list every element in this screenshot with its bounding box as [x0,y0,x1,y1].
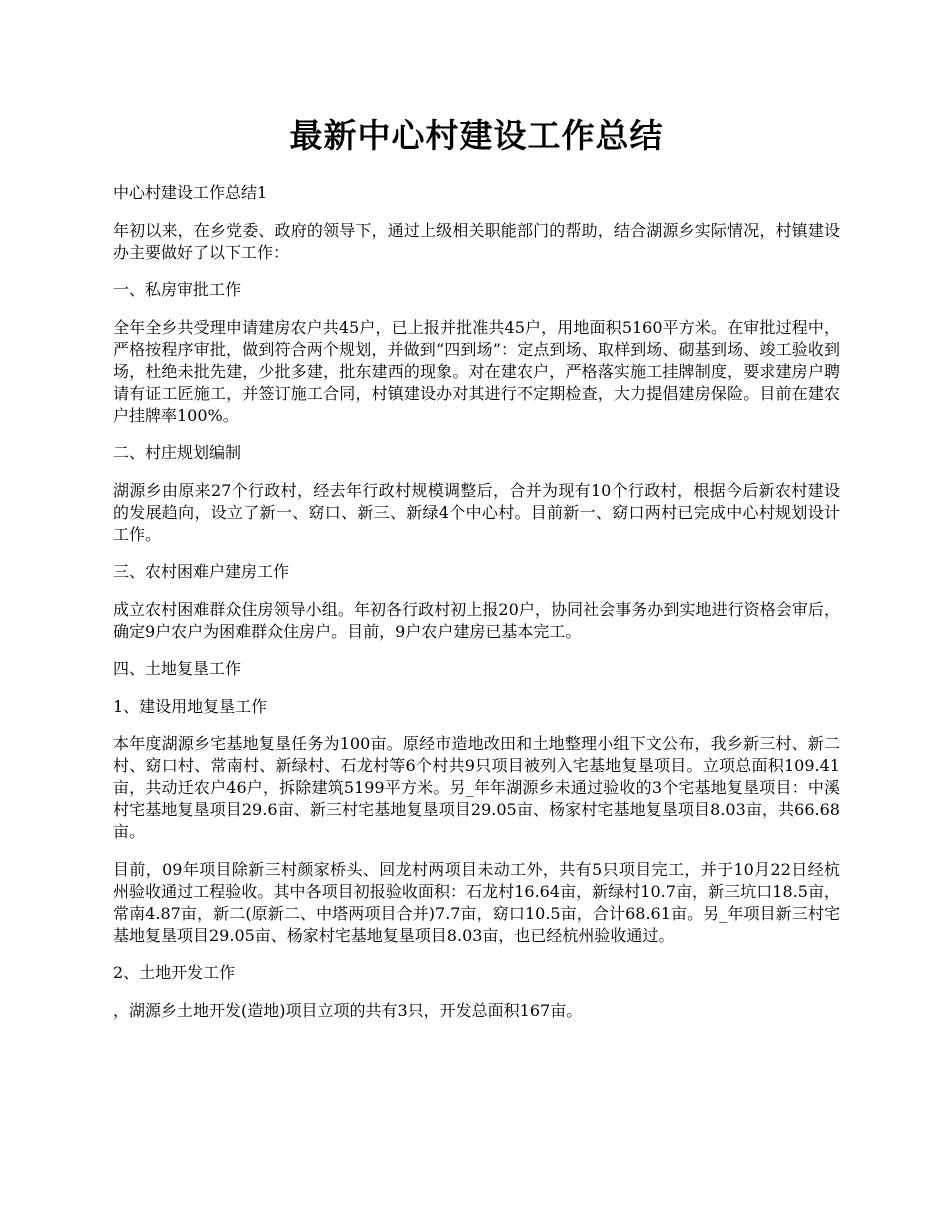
paragraph-intro: 年初以来，在乡党委、政府的领导下，通过上级相关职能部门的帮助，结合湖源乡实际情况，村镇建设办主要做好了以下工作： [113,220,840,262]
section-heading-housing-approval: 一、私房审批工作 [113,280,242,299]
paragraph-construction-land-progress: 目前，09年项目除新三村颜家桥头、回龙村两项目未动工外，共有5只项目完工，并于10月22日经杭州验收通过工程验收。其中各项目初报验收面积：石龙村16.64亩，新绿村10.7亩，新三坑口18.5亩，常南4.87亩，新二(原新二、中塔两项目合并)7.7亩，窈口10.5亩，合计68.61亩。另_年项目新三村宅基地复垦项目29.05亩、杨家村宅基地复垦项目8.03亩，也已经杭州验收通过。 [113,859,840,945]
section-heading-poor-household-housing: 三、农村困难户建房工作 [113,562,290,581]
paragraph-poor-household-housing: 成立农村困难群众住房领导小组。年初各行政村初上报20户，协同社会事务办到实地进行资格会审后，确定9户农户为困难群众住房户。目前，9户农户建房已基本完工。 [113,599,840,641]
subsection-heading-land-development: 2、土地开发工作 [113,963,236,982]
section-heading-land-reclamation: 四、土地复垦工作 [113,659,242,678]
paragraph-housing-approval: 全年全乡共受理申请建房农户共45户，已上报并批准共45户，用地面积5160平方米。在审批过程中，严格按程序审批，做到符合两个规划，并做到“四到场”：定点到场、取样到场、砌基到场、竣工验收到场，杜绝未批先建，少批多建，批东建西的现象。对在建农户，严格落实施工挂牌制度，要求建房户聘请有证工匠施工，并签订施工合同，村镇建设办对其进行不定期检查，大力提倡建房保险。目前在建农户挂牌率100%。 [113,317,840,425]
paragraph-village-planning: 湖源乡由原来27个行政村，经去年行政村规模调整后，合并为现有10个行政村，根据今后新农村建设的发展趋向，设立了新一、窈口、新三、新绿4个中心村。目前新一、窈口两村已完成中心村规划设计工作。 [113,480,840,544]
document-title: 最新中心村建设工作总结 [289,116,664,155]
section-heading-village-planning: 二、村庄规划编制 [113,443,242,462]
subsection-heading-construction-land: 1、建设用地复垦工作 [113,696,268,716]
document-page [113,112,840,1037]
paragraph-construction-land-task: 本年度湖源乡宅基地复垦任务为100亩。原经市造地改田和土地整理小组下文公布，我乡新三村、新二村、窈口村、常南村、新绿村、石龙村等6个村共9只项目被列入宅基地复垦项目。立项总面积109.41亩，共动迁农户46户，拆除建筑5199平方米。另_年年湖源乡未通过验收的3个宅基地复垦项目：中溪村宅基地复垦项目29.6亩、新三村宅基地复垦项目29.05亩、杨家村宅基地复垦项目8.03亩，共66.68亩。 [113,734,840,841]
paragraph-land-development: ，湖源乡土地开发(造地)项目立项的共有3只，开发总面积167亩。 [113,1000,583,1020]
paragraph-subtitle: 中心村建设工作总结1 [113,183,268,202]
